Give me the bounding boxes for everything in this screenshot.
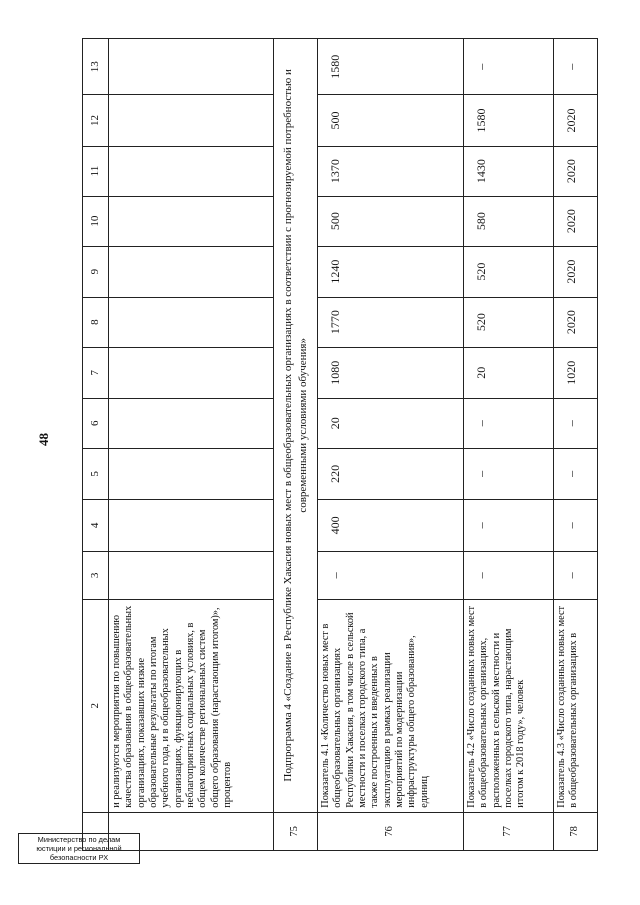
value-cell [109, 499, 274, 551]
indicator-table-rotated [82, 38, 597, 851]
value-cell: 1430 [464, 146, 554, 196]
header-cell-6: 6 [83, 398, 109, 448]
table-row-78 [554, 39, 598, 851]
indicator-text: и реализуются мероприятия по повышению качества образования в общеобразовательных организациях, показавших низкие образовательные результаты по итогам учебного года, и в общеобразовательных организациях, функционирующих в неблагоприятных социальных условиях, в общем количестве региональных систем общего образования (нарастающим итогом)», процентов [109, 599, 274, 812]
value-cell: 500 [318, 196, 464, 246]
stamp-line-1: Министерство по делам [37, 835, 121, 844]
value-cell: 2020 [554, 246, 598, 297]
table-row-continued [109, 39, 274, 851]
value-cell: – [464, 448, 554, 499]
header-cell-8: 8 [83, 297, 109, 347]
value-cell: 2020 [554, 297, 598, 347]
header-cell-13: 13 [83, 39, 109, 95]
row-number-cell: 78 [554, 812, 598, 850]
value-cell: 20 [318, 398, 464, 448]
value-cell: 500 [318, 95, 464, 146]
header-cell-2: 2 [83, 599, 109, 812]
value-cell: – [554, 499, 598, 551]
header-cell-7: 7 [83, 347, 109, 398]
value-cell: 520 [464, 297, 554, 347]
value-cell: 2020 [554, 196, 598, 246]
row-number-cell: 75 [274, 812, 318, 850]
value-cell: – [554, 39, 598, 95]
value-cell: 1240 [318, 246, 464, 297]
value-cell: 1020 [554, 347, 598, 398]
value-cell: 1770 [318, 297, 464, 347]
value-cell: – [318, 551, 464, 599]
value-cell: 520 [464, 246, 554, 297]
value-cell: 2020 [554, 146, 598, 196]
value-cell: 20 [464, 347, 554, 398]
header-cell-4: 4 [83, 499, 109, 551]
value-cell: 220 [318, 448, 464, 499]
header-cell-12: 12 [83, 95, 109, 146]
value-cell [109, 95, 274, 146]
value-cell: 1370 [318, 146, 464, 196]
value-cell [109, 39, 274, 95]
row-number-cell: 76 [318, 812, 464, 850]
value-cell: 1580 [318, 39, 464, 95]
header-cell-3: 3 [83, 551, 109, 599]
header-cell-10: 10 [83, 196, 109, 246]
value-cell [109, 551, 274, 599]
page-number: 48 [36, 433, 51, 446]
value-cell [109, 246, 274, 297]
row-number-cell: 77 [464, 812, 554, 850]
subprogram-title: Подпрограмма 4 «Создание в Республике Хакасия новых мест в общеобразовательных организациях в соответствии с прогнозируемой потребностью и современными условиями обучения» [274, 39, 318, 813]
value-cell: 2020 [554, 95, 598, 146]
value-cell: – [464, 499, 554, 551]
row-number-cell [109, 812, 274, 850]
value-cell: – [554, 551, 598, 599]
header-cell-11: 11 [83, 146, 109, 196]
header-cell-5: 5 [83, 448, 109, 499]
value-cell: – [464, 39, 554, 95]
value-cell: – [464, 398, 554, 448]
header-cell-9: 9 [83, 246, 109, 297]
value-cell: 400 [318, 499, 464, 551]
value-cell [109, 398, 274, 448]
value-cell [109, 448, 274, 499]
value-cell: – [554, 448, 598, 499]
value-cell: 1080 [318, 347, 464, 398]
header-cell-1 [83, 812, 109, 850]
indicator-text: Показатель 4.1 «Количество новых мест в общеобразовательных организациях Республики Хакасия, в том числе в сельской местности и поселках городского типа, а также построенных и введенных в эксплуатацию в рамках реализации мероприятий по модернизации инфраструктуры общего образования», единиц [318, 599, 464, 812]
table-row-77 [464, 39, 554, 851]
stamp-line-3: безопасности РХ [49, 853, 109, 862]
table-row-76 [318, 39, 464, 851]
header-row [83, 39, 109, 851]
indicator-text: Показатель 4.2 «Число созданных новых мест в общеобразовательных организациях, расположенных в сельской местности и поселках городского типа, нарастающим итогом к 2018 году», человек [464, 599, 554, 812]
table-row-75 [274, 39, 318, 851]
value-cell: – [464, 551, 554, 599]
indicator-table [82, 38, 598, 851]
stamp-line-2: юстиции и региональной [36, 844, 122, 853]
value-cell [109, 297, 274, 347]
value-cell [109, 196, 274, 246]
value-cell: 1580 [464, 95, 554, 146]
value-cell: – [554, 398, 598, 448]
value-cell [109, 347, 274, 398]
value-cell: 580 [464, 196, 554, 246]
indicator-text: Показатель 4.3 «Число созданных новых мест в общеобразовательных организациях в [554, 599, 598, 812]
value-cell [109, 146, 274, 196]
